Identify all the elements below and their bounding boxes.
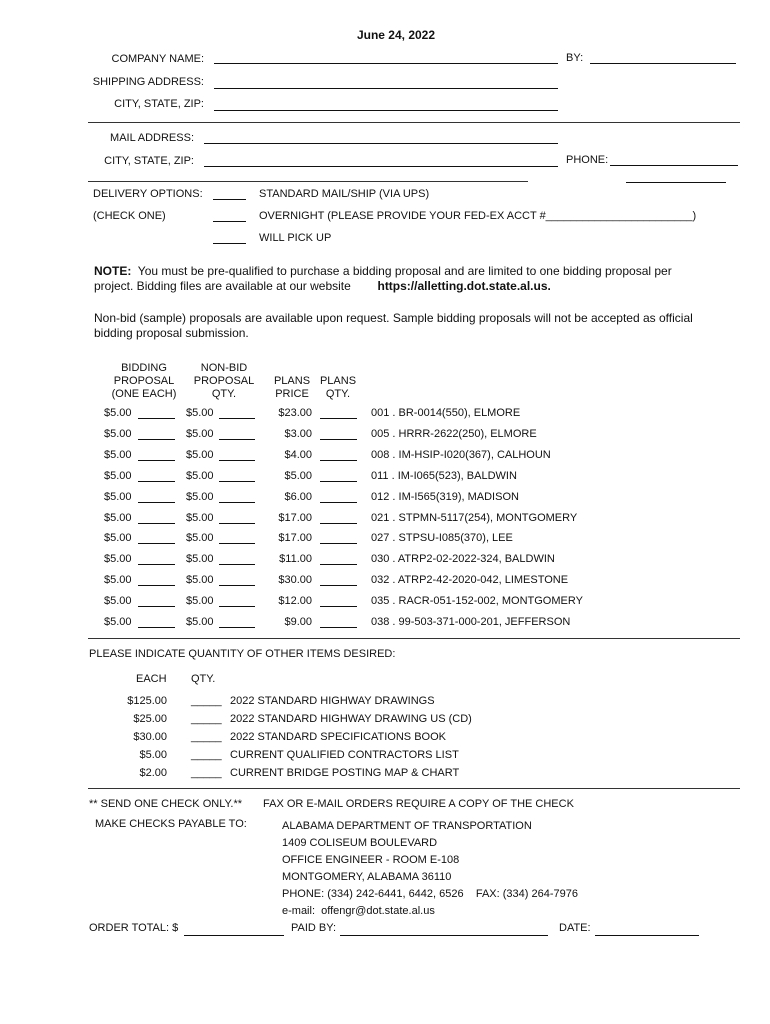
delivery-option-blank[interactable]	[213, 243, 246, 244]
nonbid-qty-field[interactable]	[219, 502, 255, 503]
plans-qty-field[interactable]	[320, 481, 357, 482]
paid-by-label: PAID BY:	[291, 922, 337, 934]
other-items-heading: PLEASE INDICATE QUANTITY OF OTHER ITEMS DESIRED:	[89, 648, 396, 660]
item-qty-field[interactable]: _____	[191, 749, 222, 761]
order-total-field[interactable]	[184, 935, 284, 936]
delivery-options-label: DELIVERY OPTIONS:	[93, 188, 203, 200]
address-line: PHONE: (334) 242-6441, 6442, 6526 FAX: (334) 264-7976	[282, 888, 578, 900]
phone-field[interactable]	[610, 165, 738, 166]
header-line: PLANS	[273, 375, 311, 387]
divider	[88, 638, 740, 639]
shipping-address-field[interactable]	[214, 88, 558, 89]
payable-to-label: MAKE CHECKS PAYABLE TO:	[95, 818, 247, 830]
nonbid-price: $5.00	[186, 553, 214, 565]
bidding-qty-field[interactable]	[138, 585, 175, 586]
nonbid-qty-field[interactable]	[219, 460, 255, 461]
order-total-label: ORDER TOTAL: $	[89, 922, 179, 934]
divider	[88, 122, 740, 123]
plans-price: $3.00	[284, 428, 312, 440]
nonbid-price: $5.00	[186, 470, 214, 482]
bidding-price: $5.00	[104, 491, 132, 503]
project-description: 012 . IM-I565(319), MADISON	[371, 491, 519, 503]
plans-qty-field[interactable]	[320, 502, 357, 503]
bidding-price: $5.00	[104, 407, 132, 419]
item-price: $125.00	[127, 695, 167, 707]
send-one-check-note: ** SEND ONE CHECK ONLY.**	[89, 798, 243, 810]
item-price: $2.00	[139, 767, 167, 779]
nonbid-qty-field[interactable]	[219, 543, 255, 544]
bidding-qty-field[interactable]	[138, 543, 175, 544]
delivery-option-overnight: OVERNIGHT (PLEASE PROVIDE YOUR FED-EX ACCT #________________________)	[259, 210, 697, 222]
header-line: BIDDING	[121, 362, 167, 374]
item-description: 2022 STANDARD HIGHWAY DRAWINGS	[230, 695, 435, 707]
plans-price: $17.00	[278, 532, 312, 544]
nonbid-qty-field[interactable]	[219, 418, 255, 419]
phone-label: PHONE:	[566, 154, 609, 166]
plans-price: $23.00	[278, 407, 312, 419]
plans-qty-field[interactable]	[320, 606, 357, 607]
project-description: 001 . BR-0014(550), ELMORE	[371, 407, 521, 419]
website-link[interactable]: https://alletting.dot.state.al.us.	[377, 279, 551, 293]
nonbid-qty-field[interactable]	[219, 523, 255, 524]
nonbid-qty-field[interactable]	[219, 585, 255, 586]
delivery-option-standard: STANDARD MAIL/SHIP (VIA UPS)	[259, 188, 430, 200]
bidding-qty-field[interactable]	[138, 481, 175, 482]
by-label: BY:	[566, 52, 584, 64]
bidding-qty-field[interactable]	[138, 418, 175, 419]
item-price: $25.00	[133, 713, 167, 725]
plans-qty-field[interactable]	[320, 564, 357, 565]
shipping-address-label: SHIPPING ADDRESS:	[92, 76, 204, 88]
bidding-price: $5.00	[104, 595, 132, 607]
address-line: MONTGOMERY, ALABAMA 36110	[282, 871, 452, 883]
plans-price-header	[270, 375, 314, 401]
bidding-price: $5.00	[104, 532, 132, 544]
nonbid-price: $5.00	[186, 512, 214, 524]
nonbid-price: $5.00	[186, 595, 214, 607]
by-field[interactable]	[590, 63, 736, 64]
address-line: OFFICE ENGINEER - ROOM E-108	[282, 854, 460, 866]
bidding-qty-field[interactable]	[138, 627, 175, 628]
delivery-option-blank[interactable]	[213, 199, 246, 200]
bidding-price: $5.00	[104, 512, 132, 524]
item-price: $30.00	[133, 731, 167, 743]
nonbid-price: $5.00	[186, 428, 214, 440]
project-description: 032 . ATRP2-42-2020-042, LIMESTONE	[371, 574, 569, 586]
bidding-price: $5.00	[104, 449, 132, 461]
bidding-qty-field[interactable]	[138, 523, 175, 524]
item-qty-field[interactable]: _____	[191, 695, 222, 707]
plans-qty-field[interactable]	[320, 439, 357, 440]
bidding-price: $5.00	[104, 470, 132, 482]
divider	[88, 181, 528, 182]
delivery-option-pickup: WILL PICK UP	[259, 232, 332, 244]
item-description: 2022 STANDARD HIGHWAY DRAWING US (CD)	[230, 713, 472, 725]
plans-price: $6.00	[284, 491, 312, 503]
address-line: ALABAMA DEPARTMENT OF TRANSPORTATION	[282, 820, 532, 832]
fax-email-note: FAX OR E-MAIL ORDERS REQUIRE A COPY OF THE CHECK	[263, 798, 574, 810]
company-name-field[interactable]	[214, 63, 558, 64]
mail-address-field[interactable]	[204, 143, 558, 144]
divider	[88, 788, 740, 789]
note-label: NOTE:	[94, 264, 132, 278]
nonbid-paragraph: Non-bid (sample) proposals are available upon request. Sample bidding proposals will not be accepted as official bidding proposal submission.	[94, 311, 693, 340]
bidding-price: $5.00	[104, 553, 132, 565]
bidding-qty-field[interactable]	[138, 460, 175, 461]
plans-qty-header	[316, 375, 360, 401]
header-line: QTY.	[211, 388, 237, 400]
item-qty-field[interactable]: _____	[191, 731, 222, 743]
nonbid-price: $5.00	[186, 616, 214, 628]
mail-address-label: MAIL ADDRESS:	[110, 132, 194, 144]
bidding-proposal-header	[100, 362, 188, 401]
delivery-option-blank[interactable]	[213, 221, 246, 222]
bidding-qty-field[interactable]	[138, 502, 175, 503]
plans-price: $11.00	[279, 553, 312, 565]
bidding-qty-field[interactable]	[138, 564, 175, 565]
city-state-zip-label-2: CITY, STATE, ZIP:	[104, 155, 194, 167]
header-line: PROPOSAL	[113, 375, 175, 387]
item-qty-field[interactable]: _____	[191, 767, 222, 779]
header-line: (ONE EACH)	[111, 388, 177, 400]
address-line: 1409 COLISEUM BOULEVARD	[282, 837, 438, 849]
plans-qty-field[interactable]	[320, 418, 357, 419]
each-label: EACH	[136, 673, 167, 685]
plans-price: $5.00	[284, 470, 312, 482]
header-line: PROPOSAL	[193, 375, 255, 387]
project-description: 030 . ATRP2-02-2022-324, BALDWIN	[371, 553, 555, 565]
note-paragraph	[94, 264, 704, 294]
nonbid-qty-field[interactable]	[219, 627, 255, 628]
nonbid-price: $5.00	[186, 449, 214, 461]
project-description: 021 . STPMN-5117(254), MONTGOMERY	[371, 512, 578, 524]
qty-label: QTY.	[191, 673, 216, 685]
phone-extra-line	[626, 182, 726, 183]
plans-price: $12.00	[278, 595, 312, 607]
item-description: 2022 STANDARD SPECIFICATIONS BOOK	[230, 731, 446, 743]
bidding-price: $5.00	[104, 574, 132, 586]
nonbid-qty-field[interactable]	[219, 439, 255, 440]
plans-qty-field[interactable]	[320, 627, 357, 628]
item-price: $5.00	[139, 749, 167, 761]
city-state-zip-field-2[interactable]	[204, 166, 558, 167]
header-line: QTY.	[325, 388, 351, 400]
document-date: June 24, 2022	[356, 28, 436, 42]
plans-qty-field[interactable]	[320, 543, 357, 544]
nonbid-qty-field[interactable]	[219, 564, 255, 565]
company-name-label: COMPANY NAME:	[111, 53, 204, 65]
bidding-price: $5.00	[104, 616, 132, 628]
project-description: 027 . STPSU-I085(370), LEE	[371, 532, 513, 544]
nonbid-price: $5.00	[186, 574, 214, 586]
header-line: NON-BID	[200, 362, 248, 374]
city-state-zip-field-1[interactable]	[214, 110, 558, 111]
plans-price: $9.00	[284, 616, 312, 628]
nonbid-price: $5.00	[186, 532, 214, 544]
bidding-qty-field[interactable]	[138, 606, 175, 607]
plans-qty-field[interactable]	[320, 585, 357, 586]
project-description: 038 . 99-503-371-000-201, JEFFERSON	[371, 616, 571, 628]
project-description: 011 . IM-I065(523), BALDWIN	[371, 470, 517, 482]
project-description: 005 . HRRR-2622(250), ELMORE	[371, 428, 537, 440]
date-field[interactable]	[595, 935, 699, 936]
note-text: You must be pre-qualified to purchase a bidding proposal and are limited to one bidding proposal per project. Bidding files are available at our website	[94, 264, 672, 293]
paid-by-field[interactable]	[340, 935, 548, 936]
nonbid-price: $5.00	[186, 491, 214, 503]
nonbid-price: $5.00	[186, 407, 214, 419]
project-description: 035 . RACR-051-152-002, MONTGOMERY	[371, 595, 583, 607]
payee-address	[282, 818, 578, 920]
nonbid-qty-field[interactable]	[219, 481, 255, 482]
item-description: CURRENT QUALIFIED CONTRACTORS LIST	[230, 749, 459, 761]
header-line: PLANS	[319, 375, 357, 387]
bidding-qty-field[interactable]	[138, 439, 175, 440]
email-line[interactable]: e-mail: offengr@dot.state.al.us	[282, 905, 435, 917]
date-label: DATE:	[559, 922, 591, 934]
check-one-label: (CHECK ONE)	[93, 210, 166, 222]
project-description: 008 . IM-HSIP-I020(367), CALHOUN	[371, 449, 551, 461]
plans-price: $30.00	[278, 574, 312, 586]
plans-qty-field[interactable]	[320, 523, 357, 524]
nonbid-proposal-header	[186, 362, 262, 401]
city-state-zip-label-1: CITY, STATE, ZIP:	[114, 98, 204, 110]
bidding-price: $5.00	[104, 428, 132, 440]
plans-price: $17.00	[278, 512, 312, 524]
plans-qty-field[interactable]	[320, 460, 357, 461]
plans-price: $4.00	[284, 449, 312, 461]
item-description: CURRENT BRIDGE POSTING MAP & CHART	[230, 767, 460, 779]
item-qty-field[interactable]: _____	[191, 713, 222, 725]
nonbid-qty-field[interactable]	[219, 606, 255, 607]
header-line: PRICE	[275, 388, 309, 400]
